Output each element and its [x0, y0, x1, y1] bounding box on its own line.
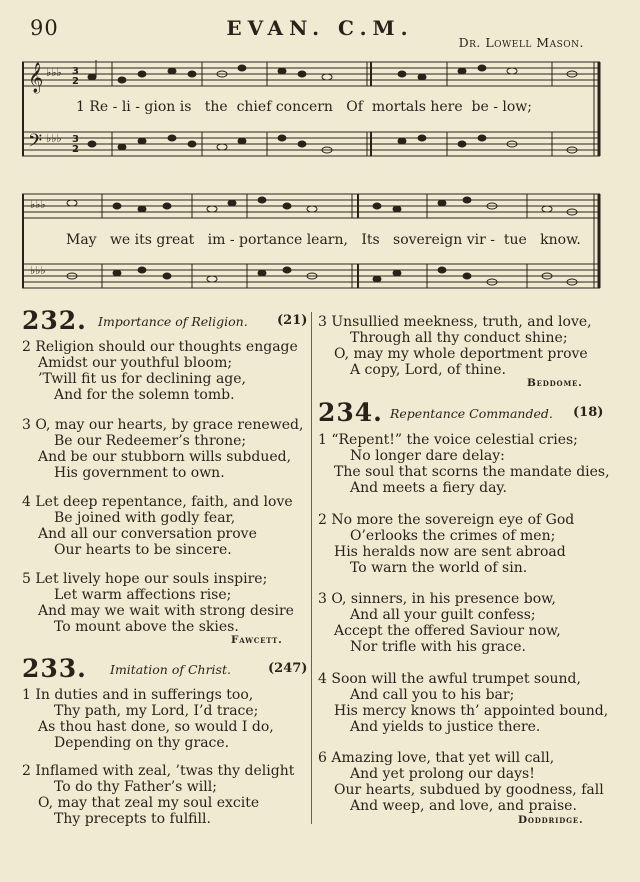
verse-line: Amidst our youthful bloom; — [38, 355, 233, 371]
verse-line: O, may my whole deportment prove — [334, 346, 588, 362]
verse-line: Our hearts to be sincere. — [54, 542, 232, 558]
svg-text:♭♭♭: ♭♭♭ — [30, 198, 46, 211]
verse-line: And all our conversation prove — [38, 526, 257, 542]
verse-line: And all your guilt confess; — [350, 607, 536, 623]
verse-line: 2 No more the sovereign eye of God — [318, 512, 575, 528]
hymn-author: Beddome. — [527, 377, 583, 389]
verse-line: His heralds now are sent abroad — [334, 544, 566, 560]
verse-line: Through all thy conduct shine; — [350, 330, 568, 346]
tune-title: EVAN. C.M. — [226, 16, 414, 40]
verse-line: A copy, Lord, of thine. — [350, 362, 506, 378]
verse-line: 4 Let deep repentance, faith, and love — [22, 494, 293, 510]
verse-line: And call you to his bar; — [350, 687, 515, 703]
verse-line: Nor trifle with his grace. — [350, 639, 526, 655]
verse-line: And weep, and love, and praise. — [350, 798, 577, 814]
hymn-number: 232. — [22, 306, 87, 335]
verse-line: 3 Unsullied meekness, truth, and love, — [318, 314, 592, 330]
verse-line: 3 O, may our hearts, by grace renewed, — [22, 417, 304, 433]
verse-line: His mercy knows th’ appointed bound, — [334, 703, 609, 719]
verse-line: Be our Redeemer’s throne; — [54, 433, 247, 449]
svg-text:♭♭♭: ♭♭♭ — [46, 132, 62, 145]
hymn-reference: (247) — [268, 661, 308, 676]
verse-line: 6 Amazing love, that yet will call, — [318, 750, 555, 766]
verse-line: 4 Soon will the awful trumpet sound, — [318, 671, 581, 687]
verse-line: O’erlooks the crimes of men; — [350, 528, 556, 544]
hymn-reference: (21) — [277, 313, 308, 328]
svg-text:𝄢: 𝄢 — [28, 131, 43, 156]
verse-line: And may we wait with strong desire — [38, 603, 294, 619]
verse-line: Thy path, my Lord, I’d trace; — [54, 703, 259, 719]
verse-line: No longer dare delay: — [350, 448, 505, 464]
verse-line: 3 O, sinners, in his presence bow, — [318, 591, 556, 607]
page-number: 90 — [30, 16, 59, 40]
verse-line: To warn the world of sin. — [350, 560, 528, 576]
verse-line: 2 Religion should our thoughts engage — [22, 339, 298, 355]
hymn-author: Doddridge. — [518, 814, 584, 826]
verse-line: And meets a fiery day. — [350, 480, 507, 496]
lyrics-line-2: May we its great im - portance learn, Its sovereign vir - tue know. — [66, 232, 581, 248]
verse-line: O, may that zeal my soul excite — [38, 795, 260, 811]
verse-line: Depending on thy grace. — [54, 735, 230, 751]
verse-line: To do thy Father’s will; — [54, 779, 217, 795]
composer-credit: Dr. Lowell Mason. — [458, 35, 584, 50]
verse-line: And yet prolong our days! — [350, 766, 535, 782]
verse-line: Be joined with godly fear, — [54, 510, 236, 526]
verse-line: And for the solemn tomb. — [54, 387, 235, 403]
verse-line: And be our stubborn wills subdued, — [38, 449, 292, 465]
clefs-1 — [28, 62, 79, 156]
svg-text:2: 2 — [72, 76, 79, 87]
svg-text:2: 2 — [72, 144, 79, 155]
hymn-reference: (18) — [573, 405, 604, 420]
svg-text:𝄞: 𝄞 — [28, 63, 44, 93]
svg-text:3: 3 — [72, 66, 79, 77]
verse-line: The soul that scorns the mandate dies, — [334, 464, 610, 480]
verse-line: 5 Let lively hope our souls inspire; — [22, 571, 268, 587]
verse-line: His government to own. — [54, 465, 225, 481]
svg-text:3: 3 — [72, 134, 79, 145]
verse-line: As thou hast done, so would I do, — [38, 719, 274, 735]
verse-line: Accept the offered Saviour now, — [334, 623, 561, 639]
svg-text:♭♭♭: ♭♭♭ — [30, 264, 46, 277]
bass-staff-2 — [22, 264, 600, 288]
verse-line: Thy precepts to fulfill. — [54, 811, 211, 827]
verse-line: 1 In duties and in sufferings too, — [22, 687, 254, 703]
hymn-number: 234. — [318, 398, 383, 427]
bass-staff-1 — [22, 132, 600, 156]
hymn-author: Fawcett. — [231, 634, 283, 646]
verse-line: 1 “Repent!” the voice celestial cries; — [318, 432, 578, 448]
svg-text:♭♭♭: ♭♭♭ — [46, 66, 62, 79]
clefs-2 — [30, 198, 46, 277]
verse-line: Let warm affections rise; — [54, 587, 232, 603]
verse-line: Our hearts, subdued by goodness, fall — [334, 782, 604, 798]
hymn-subject: Repentance Commanded. — [390, 406, 553, 421]
lyrics-line-1: 1 Re - li - gion is the chief concern Of mortals here be - low; — [76, 99, 533, 115]
verse-line: And yields to justice there. — [350, 719, 541, 735]
verse-line: To mount above the skies. — [54, 619, 239, 635]
verse-line: 2 Inflamed with zeal, ’twas thy delight — [22, 763, 295, 779]
verse-line: ’Twill fit us for declining age, — [38, 371, 246, 387]
hymn-subject: Importance of Religion. — [98, 314, 248, 329]
hymn-subject: Imitation of Christ. — [110, 662, 231, 677]
column-divider — [311, 312, 312, 824]
hymn-number: 233. — [22, 654, 87, 683]
